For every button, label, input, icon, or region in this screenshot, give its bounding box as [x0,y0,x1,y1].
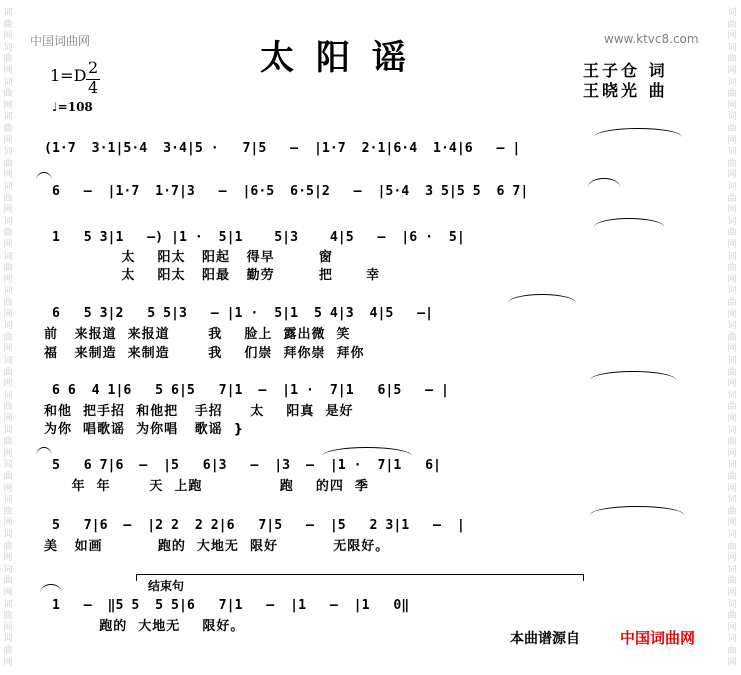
side-watermark-glyph: 曲 [727,193,737,204]
side-watermark-glyph: 网 [3,100,13,111]
notation-line-2: 6 — |1·7 1·7|3 — |6·5 6·5|2 — |5·4 3 5|5 5 6 7| [44,184,529,199]
side-watermark-glyph: 词 [727,77,737,88]
side-watermark-glyph: 网 [3,657,13,668]
brand-link[interactable]: 中国词曲网 [620,629,696,647]
side-watermark-glyph: 网 [727,518,737,529]
side-watermark-glyph: 网 [727,240,737,250]
side-watermark-glyph: 词 [3,321,13,332]
side-watermark-glyph: 曲 [727,611,737,622]
side-watermark-glyph: 网 [727,31,737,42]
side-watermark-glyph: 网 [727,274,737,285]
side-watermark-glyph: 词 [727,356,737,366]
side-watermark-glyph: 网 [727,622,737,633]
side-watermark-glyph: 曲 [727,158,737,169]
slur [36,172,52,181]
side-watermark-glyph: 网 [727,483,737,494]
side-watermark-glyph: 网 [3,309,13,320]
side-watermark-glyph: 网 [3,240,13,250]
side-watermark-glyph: 词 [727,182,737,192]
source-label: 本曲谱源自 [510,631,580,647]
side-watermark-glyph: 词 [727,634,737,645]
side-watermark-glyph: 网 [3,448,13,459]
side-watermark-glyph: 词 [727,42,737,53]
composer-credit: 王晓光 曲 [583,81,668,100]
side-watermark-glyph: 曲 [3,54,13,65]
side-watermark-glyph: 词 [727,390,737,401]
side-watermark-glyph: 网 [727,379,737,390]
side-watermark-glyph: 词 [3,460,13,471]
side-watermark-glyph: 词 [3,564,13,575]
tempo-mark: ♩=108 [52,100,93,114]
side-watermark-glyph: 曲 [3,611,13,622]
left-side-watermark [2,0,14,675]
side-watermark-glyph: 曲 [3,472,13,482]
side-watermark-glyph: 网 [727,309,737,320]
lyrics-line-6: 年 年 天 上跑 跑 的四 季 [44,479,369,494]
side-watermark-glyph: 网 [3,274,13,285]
side-watermark-glyph: 曲 [727,298,737,308]
side-watermark-glyph: 网 [727,414,737,424]
slur [322,447,412,456]
lyrics-line-5b: 为你 唱歌谣 为你唱 歌谣 } [44,422,244,437]
side-watermark-glyph: 曲 [3,298,13,308]
side-watermark-glyph: 词 [727,286,737,297]
side-watermark-glyph: 词 [3,251,13,262]
side-watermark-glyph: 网 [727,66,737,76]
side-watermark-glyph: 曲 [3,576,13,587]
side-watermark-glyph: 词 [727,147,737,158]
side-watermark-glyph: 网 [727,588,737,598]
side-watermark-glyph: 曲 [727,54,737,65]
lyrics-line-4a: 前 来报道 来报道 我 脸上 露出微 笑 [44,327,351,342]
lyrics-line-8: 跑的 大地无 限好。 [44,619,245,634]
side-watermark-glyph: 曲 [727,228,737,239]
side-watermark-glyph: 词 [3,77,13,88]
slur [36,447,52,456]
side-watermark-glyph: 曲 [3,263,13,274]
side-watermark-glyph: 词 [3,42,13,53]
notation-line-8: 1 — ‖5 5 5 5|6 7|1 — |1 — |1 0‖ [44,598,410,613]
side-watermark-glyph: 网 [727,100,737,111]
side-watermark-glyph: 曲 [3,541,13,552]
side-watermark-glyph: 曲 [3,193,13,204]
slur [590,371,676,380]
side-watermark-glyph: 曲 [727,646,737,656]
lyrics-line-4b: 福 来制造 来制造 我 们崇 拜你崇 拜你 [44,346,365,361]
side-watermark-glyph: 词 [727,8,737,18]
side-watermark-glyph: 网 [3,135,13,146]
side-watermark-glyph: 曲 [727,19,737,30]
side-watermark-glyph: 词 [727,530,737,540]
side-watermark-glyph: 词 [3,147,13,158]
side-watermark-glyph: 词 [727,112,737,123]
side-watermark-glyph: 曲 [727,89,737,100]
side-watermark-glyph: 词 [3,425,13,436]
side-watermark-glyph: 网 [727,205,737,216]
side-watermark-glyph: 曲 [3,19,13,30]
lyrics-line-3b: 太 阳太 阳最 勤劳 把 幸 [44,268,380,283]
side-watermark-glyph: 曲 [727,541,737,552]
notation-line-5: 6 6 4 1|6 5 6|5 7|1 — |1 · 7|1 6|5 — | [44,383,449,398]
side-watermark-glyph: 网 [3,170,13,181]
lyrics-line-7: 美 如画 跑的 大地无 限好 无限好。 [44,539,390,554]
notation-line-3: 1 5 3|1 —) |1 · 5|1 5|3 4|5 — |6 · 5| [44,230,465,245]
side-watermark-glyph: 词 [727,564,737,575]
side-watermark-glyph: 曲 [3,437,13,448]
song-title: 太阳谣 [260,38,428,78]
side-watermark-glyph: 曲 [3,158,13,169]
side-watermark-glyph: 网 [3,31,13,42]
side-watermark-glyph: 词 [3,530,13,540]
side-watermark-glyph: 词 [3,286,13,297]
side-watermark-glyph: 网 [3,553,13,564]
slur [594,128,682,137]
side-watermark-glyph: 词 [727,216,737,227]
side-watermark-glyph: 网 [3,379,13,390]
side-watermark-glyph: 曲 [727,506,737,517]
side-watermark-glyph: 网 [3,205,13,216]
side-watermark-glyph: 词 [3,8,13,18]
side-watermark-glyph: 网 [3,622,13,633]
side-watermark-glyph: 曲 [727,576,737,587]
side-watermark-glyph: 词 [3,216,13,227]
side-watermark-glyph: 词 [3,112,13,123]
side-watermark-glyph: 曲 [727,437,737,448]
side-watermark-glyph: 曲 [3,228,13,239]
side-watermark-glyph: 词 [3,356,13,366]
side-watermark-glyph: 曲 [727,263,737,274]
side-watermark-glyph: 词 [727,460,737,471]
side-watermark-glyph: 词 [3,390,13,401]
lyrics-line-3a: 太 阳太 阳起 得早 窗 [44,250,333,265]
time-signature-bottom: 4 [88,78,99,97]
notation-line-1: (1·7 3·1|5·4 3·4|5 · 7|5 — |1·7 2·1|6·4 1·4|6 — | [44,141,521,156]
side-watermark-glyph: 词 [727,599,737,610]
side-watermark-glyph: 词 [3,495,13,506]
side-watermark-glyph: 网 [3,483,13,494]
ending-bracket [136,574,584,581]
slur [40,584,62,593]
side-watermark-glyph: 曲 [3,124,13,134]
key-signature: 1=D [50,66,87,85]
time-signature-top: 2 [88,58,99,77]
side-watermark-glyph: 词 [3,599,13,610]
side-watermark-glyph: 网 [727,170,737,181]
slur [508,294,576,303]
side-watermark-glyph: 网 [727,553,737,564]
notation-line-7: 5 7|6 — |2 2 2 2|6 7|5 — |5 2 3|1 — | [44,518,465,533]
side-watermark-glyph: 网 [3,344,13,355]
side-watermark-glyph: 词 [3,182,13,192]
side-watermark-glyph: 网 [3,66,13,76]
side-watermark-glyph: 曲 [3,367,13,378]
side-watermark-glyph: 词 [3,634,13,645]
lyricist-credit: 王子仓 词 [583,61,668,80]
side-watermark-glyph: 曲 [3,402,13,413]
side-watermark-glyph: 词 [727,321,737,332]
side-watermark-glyph: 曲 [3,506,13,517]
side-watermark-glyph: 曲 [3,89,13,100]
side-watermark-glyph: 曲 [727,332,737,343]
ending-label: 结束句 [148,579,185,593]
side-watermark-glyph: 网 [3,414,13,424]
side-watermark-glyph: 网 [727,344,737,355]
side-watermark-glyph: 网 [727,448,737,459]
slur [588,178,620,187]
side-watermark-glyph: 词 [727,495,737,506]
side-watermark-glyph: 曲 [727,367,737,378]
watermark-left: 中国词曲网 [30,34,91,48]
side-watermark-glyph: 曲 [727,402,737,413]
side-watermark-glyph: 曲 [727,472,737,482]
side-watermark-glyph: 词 [727,425,737,436]
side-watermark-glyph: 网 [727,657,737,668]
slur [594,218,664,227]
right-side-watermark [726,0,738,675]
side-watermark-glyph: 网 [727,135,737,146]
side-watermark-glyph: 曲 [3,332,13,343]
side-watermark-glyph: 曲 [3,646,13,656]
side-watermark-glyph: 词 [727,251,737,262]
side-watermark-glyph: 网 [3,518,13,529]
watermark-url: www.ktvc8.com [604,32,699,46]
side-watermark-glyph: 网 [3,588,13,598]
slur [590,506,684,515]
notation-line-4: 6 5 3|2 5 5|3 — |1 · 5|1 5 4|3 4|5 —| [44,306,434,321]
notation-line-6: 5 6 7|6 — |5 6|3 — |3 — |1 · 7|1 6| [44,458,441,473]
lyrics-line-5a: 和他 把手招 和他把 手招 太 阳真 是好 [44,404,354,419]
side-watermark-glyph: 曲 [727,124,737,134]
